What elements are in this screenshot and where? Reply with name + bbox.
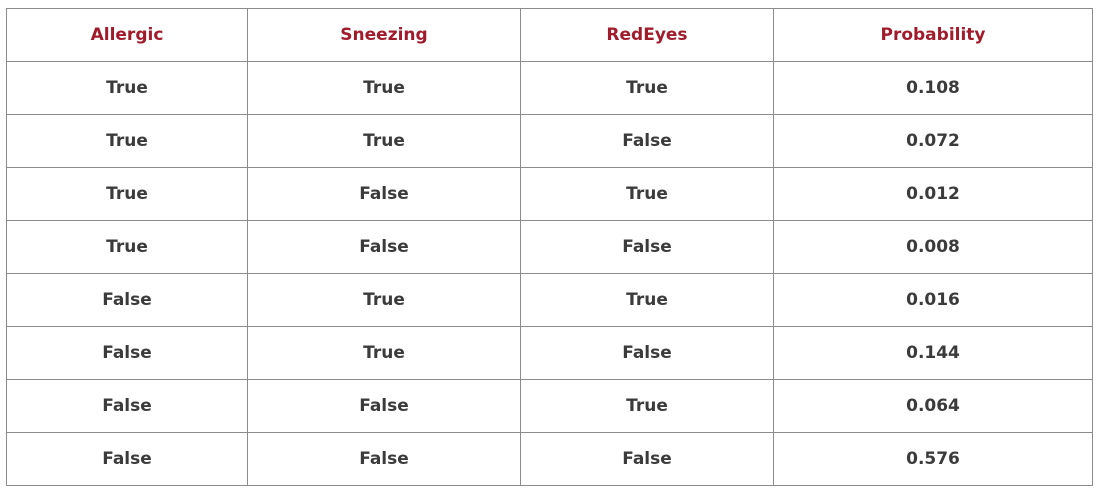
cell-sneezing: True [248, 62, 521, 115]
cell-allergic: False [7, 433, 248, 486]
cell-sneezing: True [248, 274, 521, 327]
cell-sneezing: True [248, 115, 521, 168]
cell-allergic: True [7, 168, 248, 221]
table-row [7, 62, 1093, 115]
cell-redeyes: False [521, 115, 774, 168]
table-row [7, 221, 1093, 274]
cell-probability: 0.008 [774, 221, 1093, 274]
cell-redeyes: True [521, 168, 774, 221]
header-row [7, 9, 1093, 62]
cell-redeyes: True [521, 380, 774, 433]
table-row [7, 274, 1093, 327]
table-row [7, 433, 1093, 486]
cell-probability: 0.144 [774, 327, 1093, 380]
cell-probability: 0.064 [774, 380, 1093, 433]
cell-allergic: False [7, 380, 248, 433]
cell-sneezing: False [248, 168, 521, 221]
cell-sneezing: False [248, 433, 521, 486]
cell-redeyes: True [521, 274, 774, 327]
cell-allergic: True [7, 62, 248, 115]
header-probability: Probability [774, 9, 1093, 62]
cell-redeyes: False [521, 221, 774, 274]
cell-probability: 0.108 [774, 62, 1093, 115]
cell-sneezing: False [248, 380, 521, 433]
cell-allergic: True [7, 221, 248, 274]
cell-probability: 0.072 [774, 115, 1093, 168]
cell-sneezing: False [248, 221, 521, 274]
header-redeyes: RedEyes [521, 9, 774, 62]
cell-sneezing: True [248, 327, 521, 380]
cell-allergic: True [7, 115, 248, 168]
header-allergic: Allergic [7, 9, 248, 62]
table-row [7, 168, 1093, 221]
cell-redeyes: True [521, 62, 774, 115]
table-row [7, 380, 1093, 433]
header-sneezing: Sneezing [248, 9, 521, 62]
cell-redeyes: False [521, 433, 774, 486]
cell-redeyes: False [521, 327, 774, 380]
cell-probability: 0.016 [774, 274, 1093, 327]
cell-allergic: False [7, 327, 248, 380]
cell-probability: 0.012 [774, 168, 1093, 221]
cell-allergic: False [7, 274, 248, 327]
joint-probability-table [6, 8, 1093, 486]
table-row [7, 115, 1093, 168]
table-row [7, 327, 1093, 380]
cell-probability: 0.576 [774, 433, 1093, 486]
